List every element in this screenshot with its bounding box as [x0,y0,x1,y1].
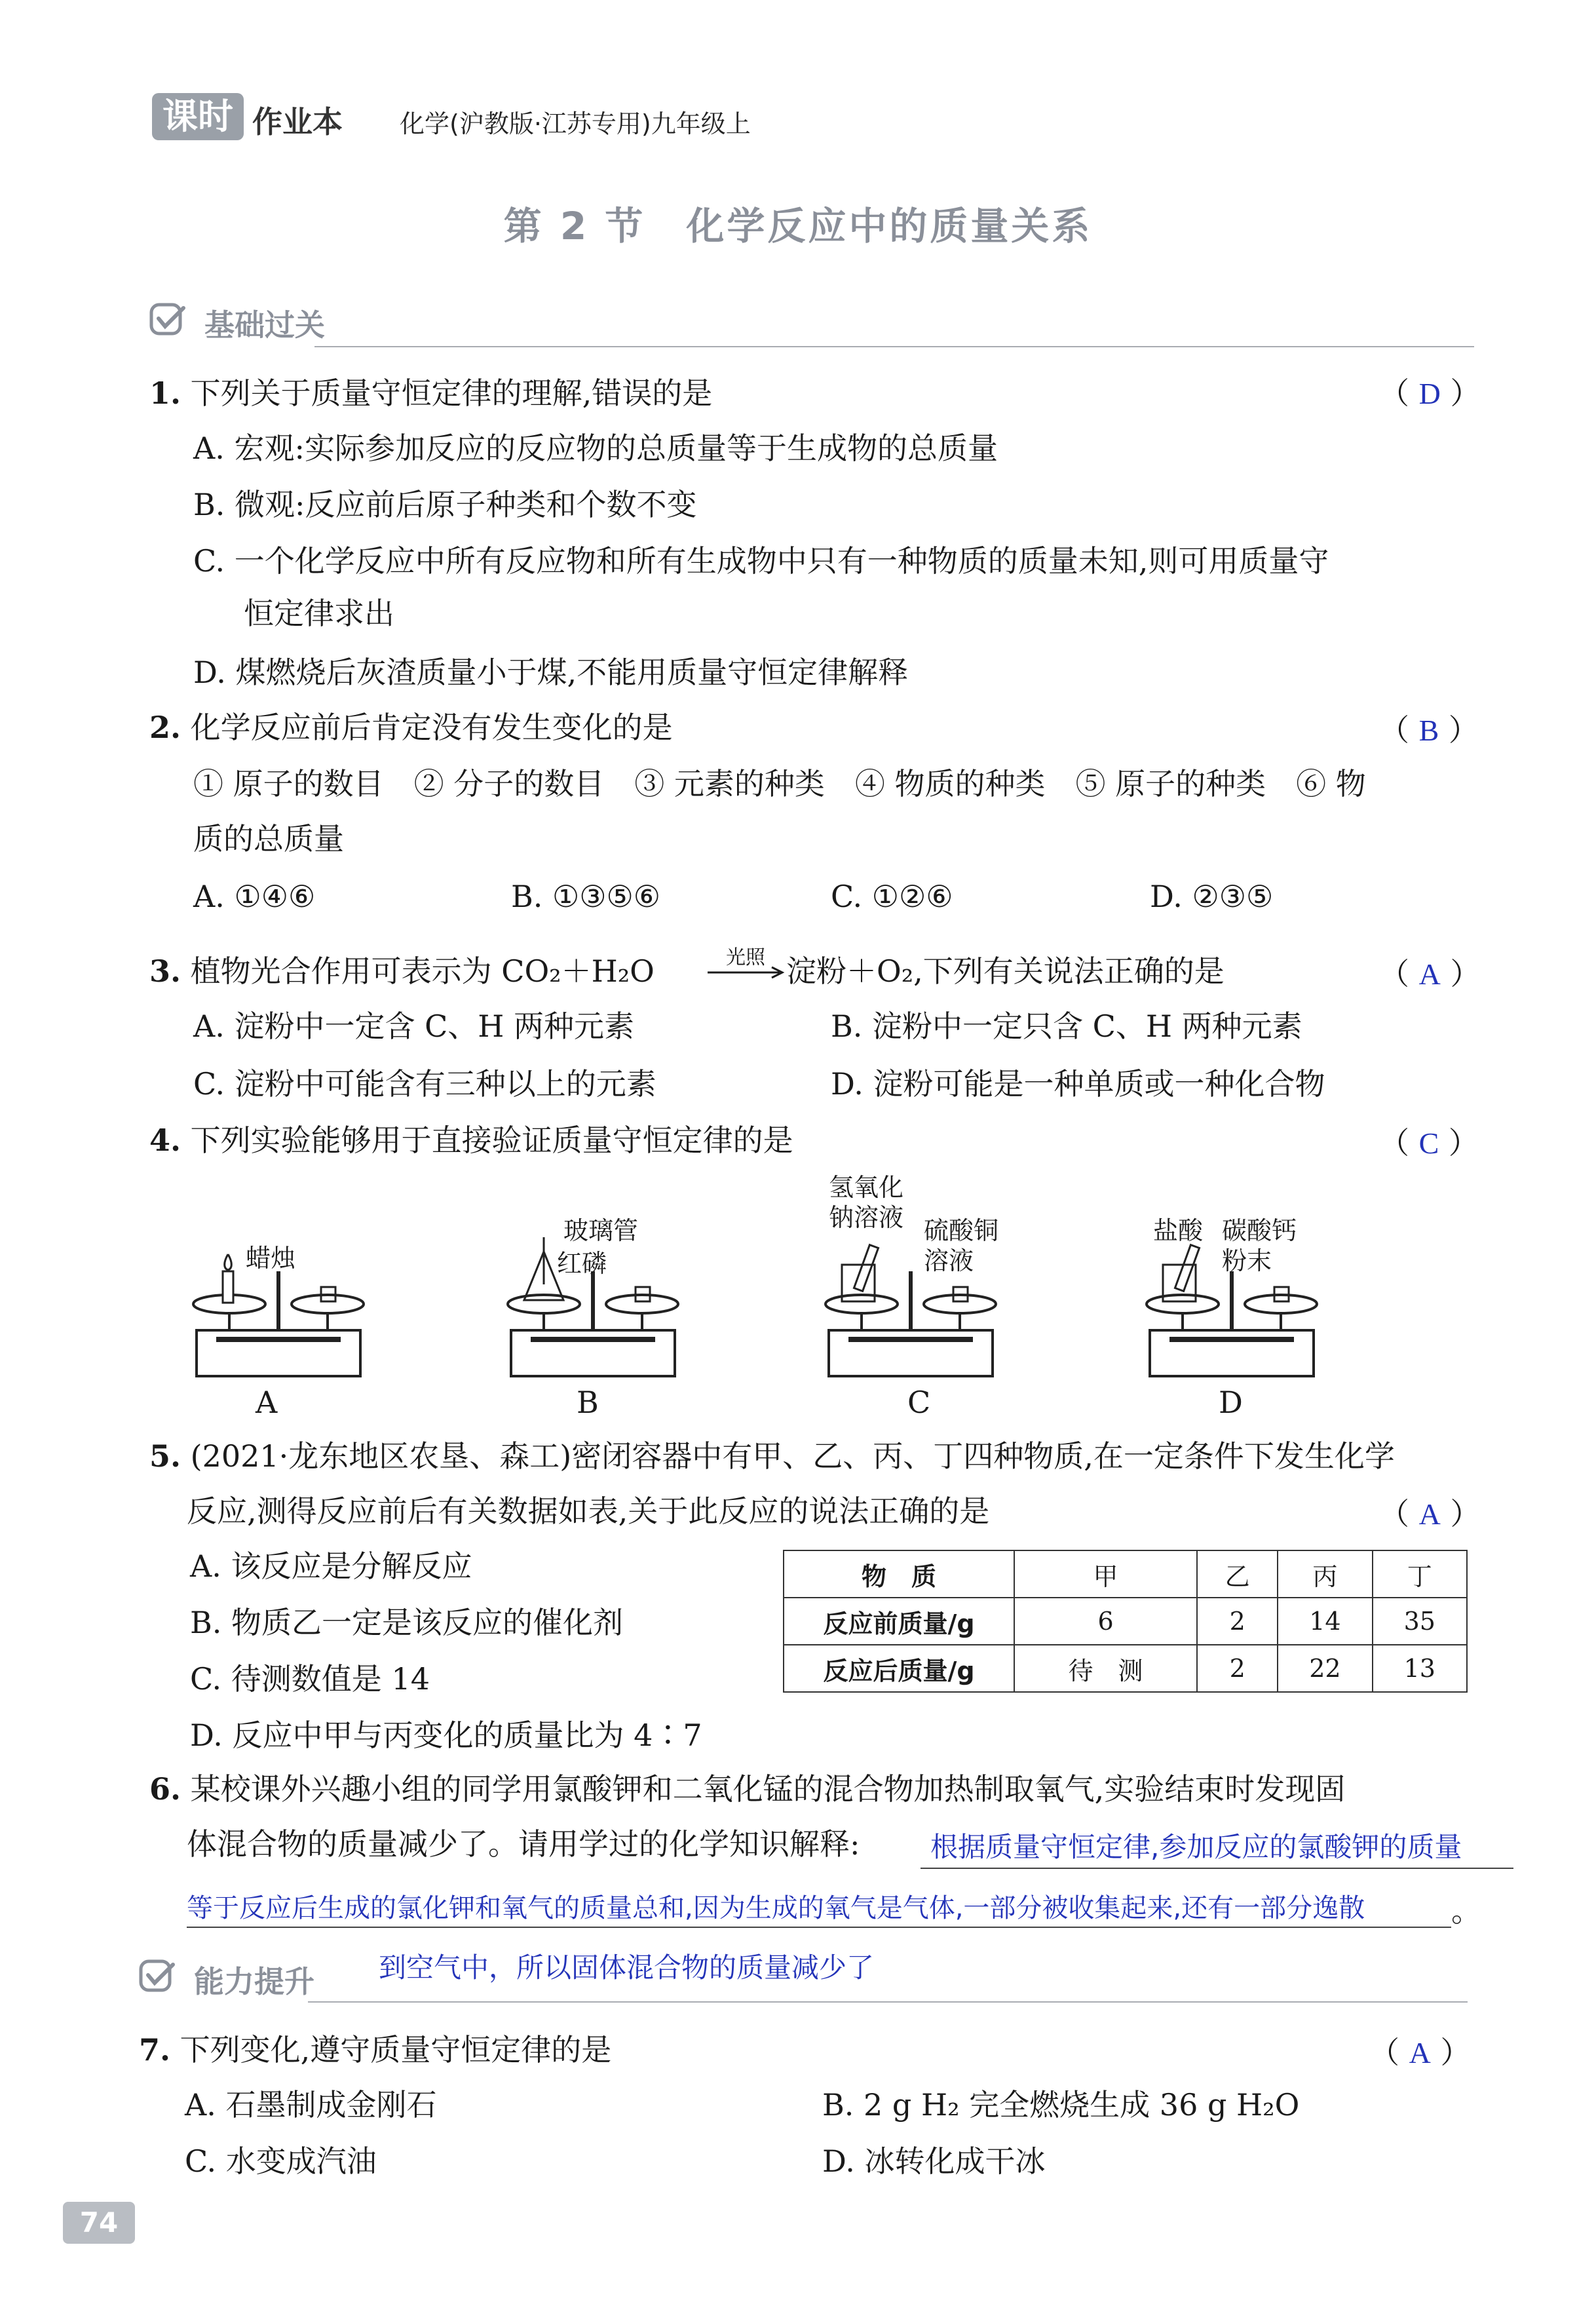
figure-d-label-caco3-2: 粉末 [1222,1246,1272,1275]
table-cell: 反应前质量/g [784,1598,1014,1645]
question-stem-continued: 体混合物的质量减少了。请用学过的化学知识解释: [187,1826,860,1862]
table-header-cell: 甲 [1014,1550,1197,1598]
answer-value: D [1418,377,1441,410]
option-a: A. 淀粉中一定含 C、H 两种元素 [193,1009,635,1044]
table-cell: 反应后质量/g [784,1645,1014,1692]
figure-a-label: 蜡烛 [246,1244,296,1273]
option-a: A. 石墨制成金刚石 [185,2087,437,2123]
figure-d-letter: D [1219,1385,1243,1420]
answer-value: A [1418,1497,1441,1531]
figure-c-label-cuso4-2: 溶液 [924,1246,974,1275]
book-subject: 化学(沪教版·江苏专用)九年级上 [400,109,751,138]
choice-list: ① 原子的数目 ② 分子的数目 ③ 元素的种类 ④ 物质的种类 ⑤ 原子的种类 ⑥ 物 [193,766,1366,801]
table-header-cell: 物 质 [784,1550,1014,1598]
question-stem: 下列关于质量守恒定律的理解,错误的是 [190,375,713,411]
question-7 [139,2030,611,2069]
option-c: C. 水变成汽油 [185,2143,377,2179]
answer-bracket: （ A ） [1379,956,1481,991]
option-b: B. 淀粉中一定只含 C、H 两种元素 [831,1009,1302,1044]
check-icon [149,303,190,342]
option-b: B. 物质乙一定是该反应的催化剂 [190,1605,624,1640]
option-c: C. 一个化学反应中所有反应物和所有生成物中只有一种物质的质量未知,则可用质量守 [193,543,1329,579]
section-basic-title: 基础过关 [204,307,325,343]
option-c: C. ①②⑥ [831,879,953,914]
table-header-cell: 乙 [1197,1550,1278,1598]
question-number: 6. [149,1771,181,1807]
question-stem-part1: 植物光合作用可表示为 CO₂＋H₂O [190,953,655,989]
table-header-cell: 丙 [1278,1550,1372,1598]
option-c-continued: 恒定律求出 [244,596,394,631]
figure-d-label-hcl: 盐酸 [1153,1216,1204,1245]
question-stem: 某校课外兴趣小组的同学用氯酸钾和二氧化锰的混合物加热制取氧气,实验结束时发现固 [190,1771,1346,1807]
question-4 [149,1121,793,1160]
table-cell: 待 测 [1014,1645,1197,1692]
figure-c-letter: C [907,1385,931,1420]
check-icon [139,1959,180,1999]
answer-value: B [1418,714,1439,747]
table-cell: 6 [1014,1598,1197,1645]
option-d: D. 冰转化成干冰 [822,2143,1046,2179]
question-6 [149,1769,1345,1809]
option-d: D. 煤燃烧后灰渣质量小于煤,不能用质量守恒定律解释 [193,655,909,690]
section-rule [314,346,1474,347]
question-number: 7. [139,2032,171,2067]
option-a: A. ①④⑥ [193,879,316,914]
answer-bracket: （ D ） [1379,375,1481,411]
question-5 [149,1436,1395,1476]
answer-bracket: （ C ） [1379,1125,1479,1161]
figure-c-balance [816,1232,1012,1385]
table-row [784,1598,1467,1645]
figure-c-label-cuso4-1: 硫酸铜 [924,1216,999,1245]
brand-logo: 课时 [152,93,244,140]
handwritten-answer-line2: 等于反应后生成的氯化钾和氧气的质量总和,因为生成的氧气是气体,一部分被收集起来,还有一部分逸散 [187,1893,1365,1923]
data-table [783,1550,1468,1693]
table-header-row [784,1550,1467,1598]
figure-b-letter: B [577,1385,599,1420]
reaction-arrow [706,941,785,980]
option-a: A. 该反应是分解反应 [190,1548,472,1584]
figure-c-label-naoh-1: 氢氧化 [829,1173,904,1202]
answer-bracket: （ A ） [1379,1496,1481,1531]
question-number: 3. [149,953,181,989]
figure-d-label-caco3-1: 碳酸钙 [1222,1216,1297,1245]
table-header-cell: 丁 [1373,1550,1467,1598]
table-cell: 35 [1373,1598,1467,1645]
question-stem: 下列变化,遵守质量守恒定律的是 [180,2032,612,2067]
question-1 [149,374,712,413]
table-cell: 22 [1278,1645,1372,1692]
option-b: B. ①③⑤⑥ [511,879,661,914]
option-c: C. 待测数值是 14 [190,1661,430,1697]
option-a: A. 宏观:实际参加反应的反应物的总质量等于生成物的总质量 [193,431,998,466]
table-cell: 14 [1278,1598,1372,1645]
page-title: 第 2 节 化学反应中的质量关系 [503,204,1093,248]
table-cell: 13 [1373,1645,1467,1692]
choice-list-continued: 质的总质量 [193,821,344,856]
question-stem-continued: 反应,测得反应前后有关数据如表,关于此反应的说法正确的是 [187,1493,990,1529]
answer-bracket: （ B ） [1379,712,1479,748]
handwritten-answer-line1: 根据质量守恒定律,参加反应的氯酸钾的质量 [930,1831,1462,1863]
book-name: 作业本 [252,104,343,140]
answer-underline [187,1927,1451,1928]
handwritten-answer-line3: 到空气中，所以固体混合物的质量减少了 [379,1951,875,1984]
question-2 [149,708,673,747]
question-stem: (2021·龙东地区农垦、森工)密闭容器中有甲、乙、丙、丁四种物质,在一定条件下发生化学 [190,1438,1395,1474]
table-cell: 2 [1197,1645,1278,1692]
question-stem: 化学反应前后肯定没有发生变化的是 [190,710,673,745]
option-c: C. 淀粉中可能含有三种以上的元素 [193,1066,656,1102]
question-number: 4. [149,1123,181,1158]
answer-value: A [1418,957,1441,991]
option-d: D. 淀粉可能是一种单质或一种化合物 [831,1066,1325,1102]
table-row [784,1645,1467,1692]
option-b: B. 微观:反应前后原子种类和个数不变 [193,487,697,522]
answer-value: C [1418,1126,1439,1160]
question-number: 1. [149,375,181,411]
figure-c-label-naoh-2: 钠溶液 [829,1203,904,1232]
question-number: 2. [149,710,181,745]
arrow-condition: 光照 [726,946,765,969]
answer-bracket: （ A ） [1369,2035,1471,2070]
option-d: D. 反应中甲与丙变化的质量比为 4∶7 [190,1718,702,1753]
answer-underline [921,1868,1513,1869]
answer-period: 。 [1451,1893,1481,1929]
figure-b-label-tube: 玻璃管 [563,1216,639,1245]
section-rule [308,2001,1468,2003]
question-stem-part2: 淀粉＋O₂,下列有关说法正确的是 [786,953,1225,989]
page-number: 74 [63,2202,135,2244]
answer-value: A [1409,2036,1431,2069]
table-cell: 2 [1197,1598,1278,1645]
question-3 [149,951,655,991]
question-stem: 下列实验能够用于直接验证质量守恒定律的是 [190,1123,793,1158]
figure-b-label-phosphorus: 红磷 [557,1249,607,1278]
question-number: 5. [149,1438,181,1474]
option-b: B. 2 g H₂ 完全燃烧生成 36 g H₂O [822,2087,1300,2123]
section-ability-title: 能力提升 [194,1964,314,1999]
figure-a-letter: A [256,1385,278,1420]
option-d: D. ②③⑤ [1150,879,1274,914]
